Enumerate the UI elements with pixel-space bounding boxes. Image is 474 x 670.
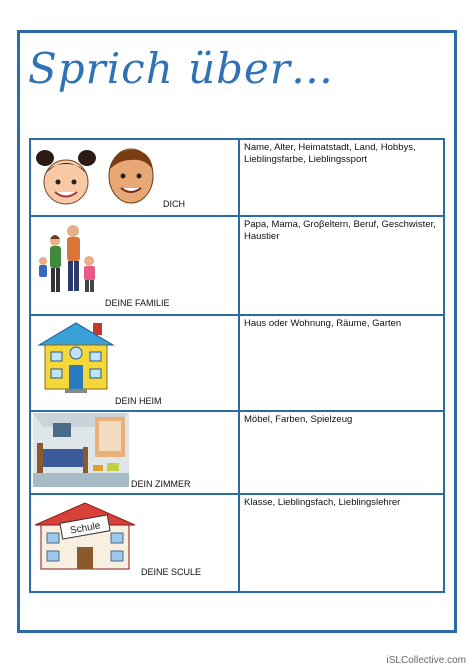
- image-cell: [30, 315, 239, 411]
- topics-table: [29, 138, 445, 593]
- image-cell: [30, 494, 239, 592]
- row-text: Klasse, Lieblingsfach, Lieblingslehrer: [239, 494, 444, 592]
- table-row: [30, 139, 444, 216]
- footer-credit: iSLCollective.com: [386, 655, 466, 666]
- bedroom-icon: [33, 413, 129, 487]
- family-icon: [39, 223, 103, 299]
- row-text: Möbel, Farben, Spielzeug: [239, 411, 444, 494]
- row-caption: DEINE SCULE: [141, 567, 202, 577]
- house-icon: [37, 319, 115, 395]
- table-row: [30, 315, 444, 411]
- page-title: Sprich über…: [28, 44, 334, 93]
- row-caption: DICH: [163, 199, 185, 209]
- children-faces-icon: [35, 144, 155, 208]
- image-cell: [30, 139, 239, 216]
- image-cell: [30, 411, 239, 494]
- row-text: Name, Alter, Heimatstadt, Land, Hobbys, Lieblingsfarbe, Lieblingssport: [239, 139, 444, 216]
- table-row: [30, 216, 444, 315]
- row-caption: DEIN ZIMMER: [131, 479, 191, 489]
- row-text: Papa, Mama, Groβeltern, Beruf, Geschwister, Haustier: [239, 216, 444, 315]
- row-caption: DEIN HEIM: [115, 396, 162, 406]
- table-row: [30, 411, 444, 494]
- row-caption: DEINE FAMILIE: [105, 298, 170, 308]
- school-sign-label: Schule: [69, 520, 102, 537]
- table-row: [30, 494, 444, 592]
- row-text: Haus oder Wohnung, Räume, Garten: [239, 315, 444, 411]
- image-cell: [30, 216, 239, 315]
- school-icon: [35, 501, 135, 571]
